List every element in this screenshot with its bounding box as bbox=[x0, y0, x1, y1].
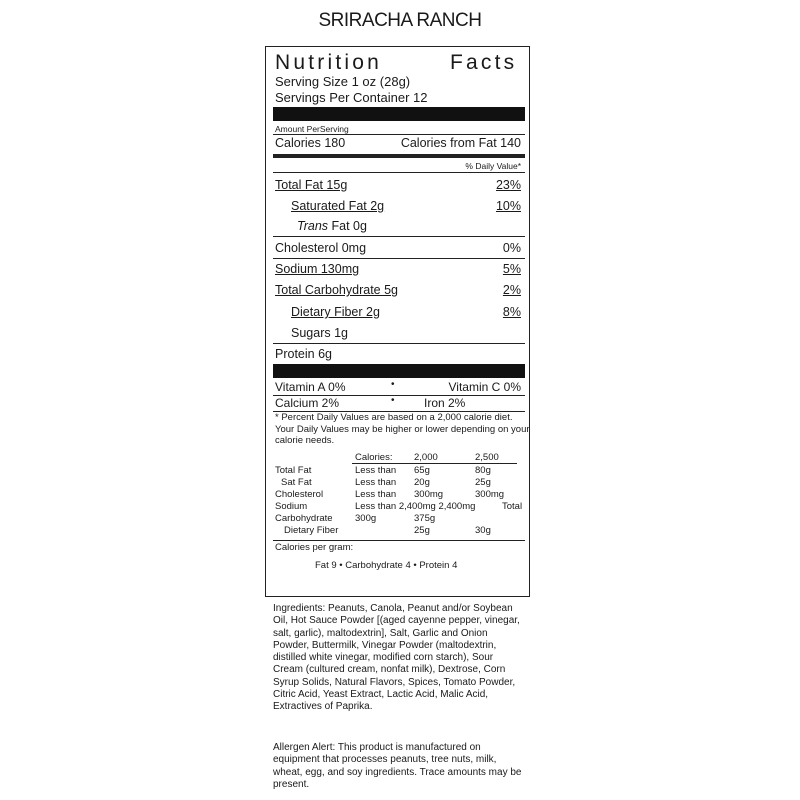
vitamin-a: Vitamin A 0% bbox=[275, 380, 346, 394]
allergen-alert bbox=[273, 742, 523, 791]
nutrient-row-sugars bbox=[275, 326, 521, 344]
ingredients bbox=[273, 603, 523, 714]
nutrient-value: 0% bbox=[502, 241, 521, 255]
dv-cell: 300g bbox=[355, 513, 377, 524]
trans-italic: Trans bbox=[297, 219, 329, 233]
divider bbox=[273, 540, 525, 541]
title-nutrition: Nutrition bbox=[275, 51, 382, 74]
dv-cell: Sodium bbox=[275, 501, 308, 512]
dv-header-2500: 2,500 bbox=[475, 452, 499, 463]
amount-per-serving: Amount PerServing bbox=[275, 124, 349, 134]
nutrition-facts-title bbox=[275, 51, 518, 75]
dv-cell: 300mg bbox=[475, 489, 505, 500]
nutrient-value: 2% bbox=[502, 283, 521, 297]
nutrient-row-protein bbox=[275, 347, 521, 365]
dv-cell: Less than bbox=[355, 477, 397, 488]
dv-cell: 20g bbox=[414, 477, 430, 488]
trans-fat-text: Fat 0g bbox=[328, 219, 367, 233]
dv-cell: 300mg bbox=[414, 489, 444, 500]
nutrient-row-total-carbohydrate bbox=[275, 283, 521, 301]
dv-cell: Cholesterol bbox=[275, 489, 324, 500]
medium-divider bbox=[273, 154, 525, 158]
divider bbox=[273, 236, 525, 237]
calories-per-gram: Calories per gram: bbox=[275, 542, 354, 553]
nutrient-label: Sodium 130mg bbox=[275, 262, 360, 276]
dv-header-calories: Calories: bbox=[355, 452, 393, 463]
nutrient-row-dietary-fiber bbox=[275, 305, 521, 323]
ingredients-text: Peanuts, Canola, Peanut and/or Soybean Oil, Hot Sauce Powder [(aged cayenne pepper, vinegar, salt, garlic), maltodextrin], Salt, Garlic and Onion Powder, Buttermilk, Vinegar Powder (maltodextrin, distilled white vinegar, modified corn starch), Sour Cream (cultured cream, nonfat milk), Dextrose, Corn Syrup Solids, Natural Flavors, Spices, Tomato Powder, Citric Acid, Yeast Extract, Lactic Acid, Malic Acid, Extractives of Paprika. bbox=[273, 603, 520, 713]
nutrient-label: Protein 6g bbox=[275, 347, 332, 361]
calcium: Calcium 2% bbox=[275, 396, 340, 410]
nutrient-value: 23% bbox=[495, 178, 521, 192]
daily-value-footnote: * Percent Daily Values are based on a 2,000 calorie diet. Your Daily Values may be higher or lower depending on your calorie needs. bbox=[275, 412, 530, 446]
per-gram-values: Fat 9 • Carbohydrate 4 • Protein 4 bbox=[315, 560, 458, 571]
dv-cell: Dietary Fiber bbox=[284, 525, 339, 536]
nutrient-label: Saturated Fat 2g bbox=[291, 199, 385, 213]
divider bbox=[273, 134, 525, 135]
divider bbox=[273, 172, 525, 173]
dv-cell: 30g bbox=[475, 525, 491, 536]
nutrient-label: Total Carbohydrate 5g bbox=[275, 283, 398, 297]
dv-cell: 80g bbox=[475, 465, 491, 476]
nutrient-row-sodium bbox=[275, 262, 521, 280]
iron: Iron 2% bbox=[424, 396, 466, 410]
nutrient-row-trans-fat bbox=[275, 219, 521, 237]
dv-cell: Carbohydrate bbox=[275, 513, 333, 524]
nutrient-label bbox=[297, 219, 367, 233]
nutrient-value: 8% bbox=[502, 305, 521, 319]
dv-cell: 25g bbox=[414, 525, 430, 536]
ingredients-label: Ingredients: bbox=[273, 603, 326, 614]
dv-cell: 65g bbox=[414, 465, 430, 476]
bullet: • bbox=[391, 395, 395, 406]
nutrient-row-total-fat bbox=[275, 178, 521, 196]
nutrient-label: Dietary Fiber 2g bbox=[291, 305, 380, 319]
thick-divider bbox=[273, 107, 525, 121]
nutrient-value: 10% bbox=[495, 199, 521, 213]
nutrient-label: Total Fat 15g bbox=[275, 178, 348, 192]
dv-cell: Less than bbox=[355, 489, 397, 500]
dv-cell: Less than bbox=[355, 465, 397, 476]
nutrient-value: 5% bbox=[502, 262, 521, 276]
calories-from-fat: Calories from Fat 140 bbox=[400, 136, 521, 150]
dv-cell: Sat Fat bbox=[281, 477, 312, 488]
allergen-label: Allergen Alert: bbox=[273, 742, 336, 753]
title-facts: Facts bbox=[450, 51, 518, 74]
nutrient-row-cholesterol bbox=[275, 241, 521, 259]
vitamin-c: Vitamin C 0% bbox=[448, 380, 521, 394]
dv-cell: Total bbox=[502, 501, 523, 512]
divider bbox=[352, 463, 517, 464]
allergen-text: This product is manufactured on equipment that processes peanuts, tree nuts, milk, wheat, egg, and soy ingredients. Trace amounts may be present. bbox=[273, 742, 522, 790]
product-title: SRIRACHA RANCH bbox=[318, 10, 482, 31]
nutrient-label: Cholesterol 0mg bbox=[275, 241, 367, 255]
dv-cell: Less than 2,400mg 2,400mg bbox=[355, 501, 476, 512]
nutrient-row-saturated-fat bbox=[275, 199, 521, 217]
dv-cell: 25g bbox=[475, 477, 491, 488]
divider bbox=[273, 258, 525, 259]
thick-divider bbox=[273, 364, 525, 378]
nutrition-facts-label bbox=[265, 46, 530, 597]
divider bbox=[273, 343, 525, 344]
dv-cell: Total Fat bbox=[275, 465, 312, 476]
calories: Calories 180 bbox=[275, 136, 346, 150]
nutrient-label: Sugars 1g bbox=[291, 326, 348, 340]
calories-row bbox=[275, 136, 521, 154]
dv-header-2000: 2,000 bbox=[414, 452, 438, 463]
daily-value-header: % Daily Value* bbox=[465, 161, 521, 171]
bullet: • bbox=[391, 379, 395, 390]
servings-per-container: Servings Per Container 12 bbox=[275, 90, 428, 105]
dv-cell: 375g bbox=[414, 513, 436, 524]
serving-size: Serving Size 1 oz (28g) bbox=[275, 74, 411, 89]
